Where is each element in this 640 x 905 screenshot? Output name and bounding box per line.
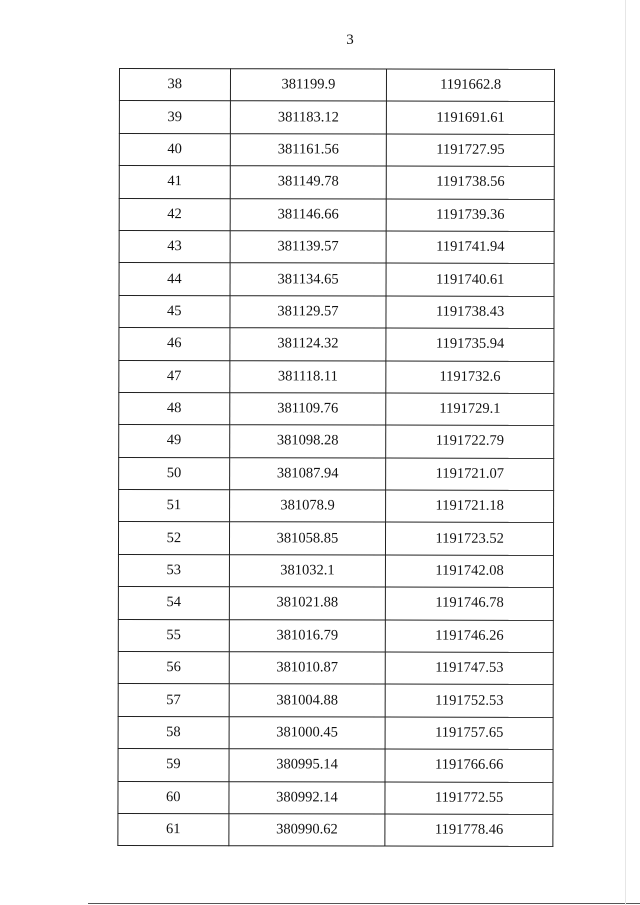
point-number-cell: 57 <box>118 684 229 717</box>
y-coordinate-cell: 1191766.66 <box>385 749 553 782</box>
table-row <box>118 813 553 846</box>
y-coordinate-cell: 1191746.78 <box>386 587 554 620</box>
y-coordinate-cell: 1191722.79 <box>386 425 554 458</box>
x-coordinate-cell: 380990.62 <box>229 814 386 847</box>
point-number-cell: 54 <box>118 587 229 620</box>
coordinate-table-body <box>118 69 555 847</box>
y-coordinate-cell: 1191729.1 <box>386 393 554 426</box>
table-row <box>118 554 553 587</box>
x-coordinate-cell: 381032.1 <box>229 555 386 588</box>
x-coordinate-cell: 381078.9 <box>229 490 386 523</box>
y-coordinate-cell: 1191752.53 <box>385 684 553 717</box>
point-number-cell: 58 <box>118 716 229 749</box>
table-row <box>119 457 554 490</box>
y-coordinate-cell: 1191723.52 <box>386 523 554 556</box>
y-coordinate-cell: 1191772.55 <box>385 782 553 815</box>
x-coordinate-cell: 381010.87 <box>229 652 386 685</box>
table-row <box>118 587 553 620</box>
point-number-cell: 52 <box>118 522 229 555</box>
y-coordinate-cell: 1191662.8 <box>387 69 555 102</box>
table-row <box>118 619 553 652</box>
page-number: 3 <box>346 32 354 48</box>
table-row <box>118 781 553 814</box>
x-coordinate-cell: 381098.28 <box>229 425 386 458</box>
point-number-cell: 40 <box>119 133 230 166</box>
table-row <box>118 716 553 749</box>
table-row <box>119 490 554 523</box>
x-coordinate-cell: 381124.32 <box>230 328 387 361</box>
x-coordinate-cell: 381021.88 <box>229 587 386 620</box>
x-coordinate-cell: 381134.65 <box>230 263 387 296</box>
scan-edge-line <box>88 903 640 904</box>
table-row <box>119 328 554 361</box>
table-row <box>119 360 554 393</box>
x-coordinate-cell: 381146.66 <box>230 198 387 231</box>
table-row <box>119 230 554 263</box>
x-coordinate-cell: 381161.56 <box>230 134 387 167</box>
x-coordinate-cell: 381004.88 <box>229 684 386 717</box>
coordinate-table <box>117 68 555 847</box>
y-coordinate-cell: 1191740.61 <box>386 263 554 296</box>
table-row <box>119 166 554 199</box>
x-coordinate-cell: 381139.57 <box>230 231 387 264</box>
x-coordinate-cell: 381058.85 <box>229 522 386 555</box>
point-number-cell: 61 <box>118 813 229 846</box>
y-coordinate-cell: 1191741.94 <box>386 231 554 264</box>
y-coordinate-cell: 1191691.61 <box>387 101 555 134</box>
point-number-cell: 59 <box>118 749 229 782</box>
point-number-cell: 42 <box>119 198 230 231</box>
y-coordinate-cell: 1191739.36 <box>386 199 554 232</box>
y-coordinate-cell: 1191747.53 <box>386 652 554 685</box>
table-row <box>118 652 553 685</box>
table-row <box>119 101 554 134</box>
x-coordinate-cell: 381016.79 <box>229 619 386 652</box>
x-coordinate-cell: 380992.14 <box>229 781 386 814</box>
y-coordinate-cell: 1191746.26 <box>386 620 554 653</box>
table-row <box>118 684 553 717</box>
x-coordinate-cell: 381129.57 <box>230 295 387 328</box>
table-row <box>119 295 554 328</box>
point-number-cell: 46 <box>119 328 230 361</box>
point-number-cell: 55 <box>118 619 229 652</box>
point-number-cell: 53 <box>118 554 229 587</box>
x-coordinate-cell: 380995.14 <box>229 749 386 782</box>
point-number-cell: 38 <box>119 69 230 102</box>
table-row <box>119 69 554 102</box>
table-row <box>119 198 554 231</box>
y-coordinate-cell: 1191721.18 <box>386 490 554 523</box>
x-coordinate-cell: 381199.9 <box>230 69 387 102</box>
y-coordinate-cell: 1191738.56 <box>387 166 555 199</box>
y-coordinate-cell: 1191742.08 <box>386 555 554 588</box>
x-coordinate-cell: 381149.78 <box>230 166 387 199</box>
point-number-cell: 41 <box>119 166 230 199</box>
point-number-cell: 49 <box>119 425 230 458</box>
y-coordinate-cell: 1191778.46 <box>385 814 553 847</box>
table-row <box>118 522 553 555</box>
table-row <box>118 749 553 782</box>
point-number-cell: 48 <box>119 392 230 425</box>
point-number-cell: 47 <box>119 360 230 393</box>
y-coordinate-cell: 1191732.6 <box>386 361 554 394</box>
x-coordinate-cell: 381118.11 <box>229 360 386 393</box>
y-coordinate-cell: 1191757.65 <box>385 717 553 750</box>
point-number-cell: 60 <box>118 781 229 814</box>
point-number-cell: 43 <box>119 230 230 263</box>
y-coordinate-cell: 1191721.07 <box>386 458 554 491</box>
point-number-cell: 50 <box>119 457 230 490</box>
point-number-cell: 44 <box>119 263 230 296</box>
table-row <box>119 392 554 425</box>
table-row <box>119 263 554 296</box>
table-row <box>119 133 554 166</box>
x-coordinate-cell: 381109.76 <box>229 393 386 426</box>
y-coordinate-cell: 1191727.95 <box>387 134 555 167</box>
x-coordinate-cell: 381183.12 <box>230 101 387 134</box>
point-number-cell: 56 <box>118 652 229 685</box>
point-number-cell: 39 <box>119 101 230 134</box>
point-number-cell: 45 <box>119 295 230 328</box>
point-number-cell: 51 <box>119 490 230 523</box>
y-coordinate-cell: 1191735.94 <box>386 328 554 361</box>
scan-edge-line <box>625 0 626 905</box>
x-coordinate-cell: 381000.45 <box>229 717 386 750</box>
table-row <box>119 425 554 458</box>
x-coordinate-cell: 381087.94 <box>229 457 386 490</box>
y-coordinate-cell: 1191738.43 <box>386 296 554 329</box>
